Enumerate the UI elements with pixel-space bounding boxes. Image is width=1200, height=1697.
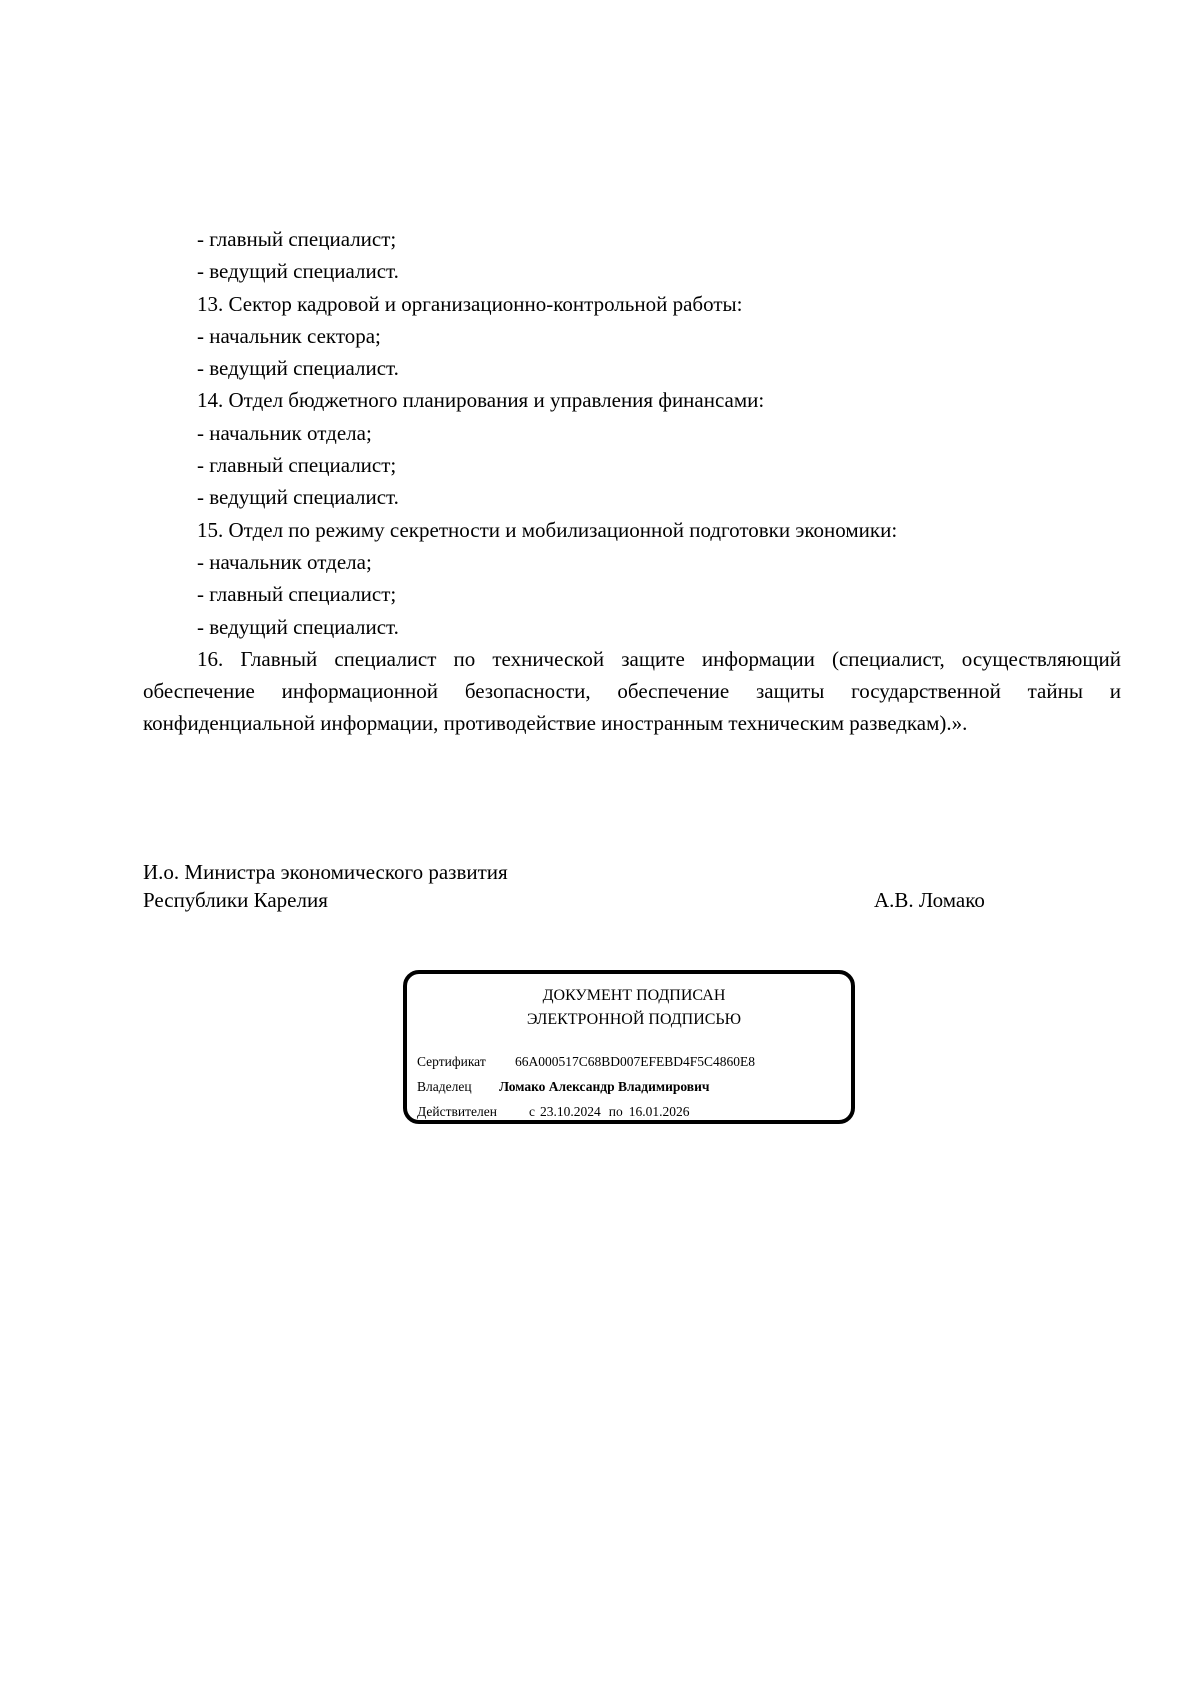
section-heading: 15. Отдел по режиму секретности и мобилизационной подготовки экономики: bbox=[197, 517, 898, 542]
electronic-signature-stamp bbox=[403, 970, 855, 1124]
list-line: - ведущий специалист. bbox=[197, 614, 399, 639]
list-line: - ведущий специалист. bbox=[197, 356, 399, 381]
section-heading: 14. Отдел бюджетного планирования и управления финансами: bbox=[197, 388, 765, 413]
list-line: - главный специалист; bbox=[197, 453, 397, 478]
list-line: - главный специалист; bbox=[197, 227, 397, 251]
document-body bbox=[143, 223, 1121, 740]
signatory-position-line: И.о. Министра экономического развития bbox=[143, 860, 508, 884]
stamp-validity-row bbox=[417, 1102, 689, 1122]
stamp-valid-from: 23.10.2024 bbox=[540, 1104, 601, 1119]
stamp-certificate-label: Сертификат bbox=[417, 1054, 486, 1069]
stamp-certificate-row bbox=[417, 1052, 755, 1072]
list-line: - начальник сектора; bbox=[197, 323, 381, 348]
stamp-valid-to: 16.01.2026 bbox=[628, 1104, 690, 1119]
signatory-position-line: Республики Карелия bbox=[143, 888, 328, 912]
stamp-owner-label: Владелец bbox=[417, 1079, 472, 1094]
section-heading: 13. Сектор кадровой и организационно-контрольной работы: bbox=[197, 291, 743, 316]
signatory-name: А.В. Ломако bbox=[874, 888, 985, 912]
list-line: - ведущий специалист. bbox=[197, 259, 399, 284]
stamp-owner-row bbox=[417, 1077, 709, 1097]
item-16-paragraph: 16. Главный специалист по технической защите информации (специалист, осуществляющий обеспечение информационной безопасности, обеспечение защиты государственной тайны и конфиденциальной информации, противодействие иностранным техническим разведкам).». bbox=[143, 646, 1121, 736]
stamp-valid-to-prefix: по bbox=[608, 1104, 623, 1119]
stamp-valid-from-prefix: с bbox=[529, 1104, 535, 1119]
stamp-title: ДОКУМЕНТ ПОДПИСАН bbox=[542, 987, 726, 1004]
list-line: - начальник отдела; bbox=[197, 420, 372, 445]
stamp-validity-label: Действителен bbox=[417, 1104, 497, 1119]
list-line: - главный специалист; bbox=[197, 582, 397, 607]
signatory-position bbox=[143, 858, 508, 914]
list-line: - начальник отдела; bbox=[197, 549, 372, 574]
list-line: - ведущий специалист. bbox=[197, 485, 399, 510]
stamp-certificate-value: 66A000517C68BD007EFEBD4F5C4860E8 bbox=[515, 1054, 756, 1069]
stamp-owner-value: Ломако Александр Владимирович bbox=[499, 1079, 710, 1094]
stamp-title: ЭЛЕКТРОННОЙ ПОДПИСЬЮ bbox=[526, 1011, 742, 1028]
